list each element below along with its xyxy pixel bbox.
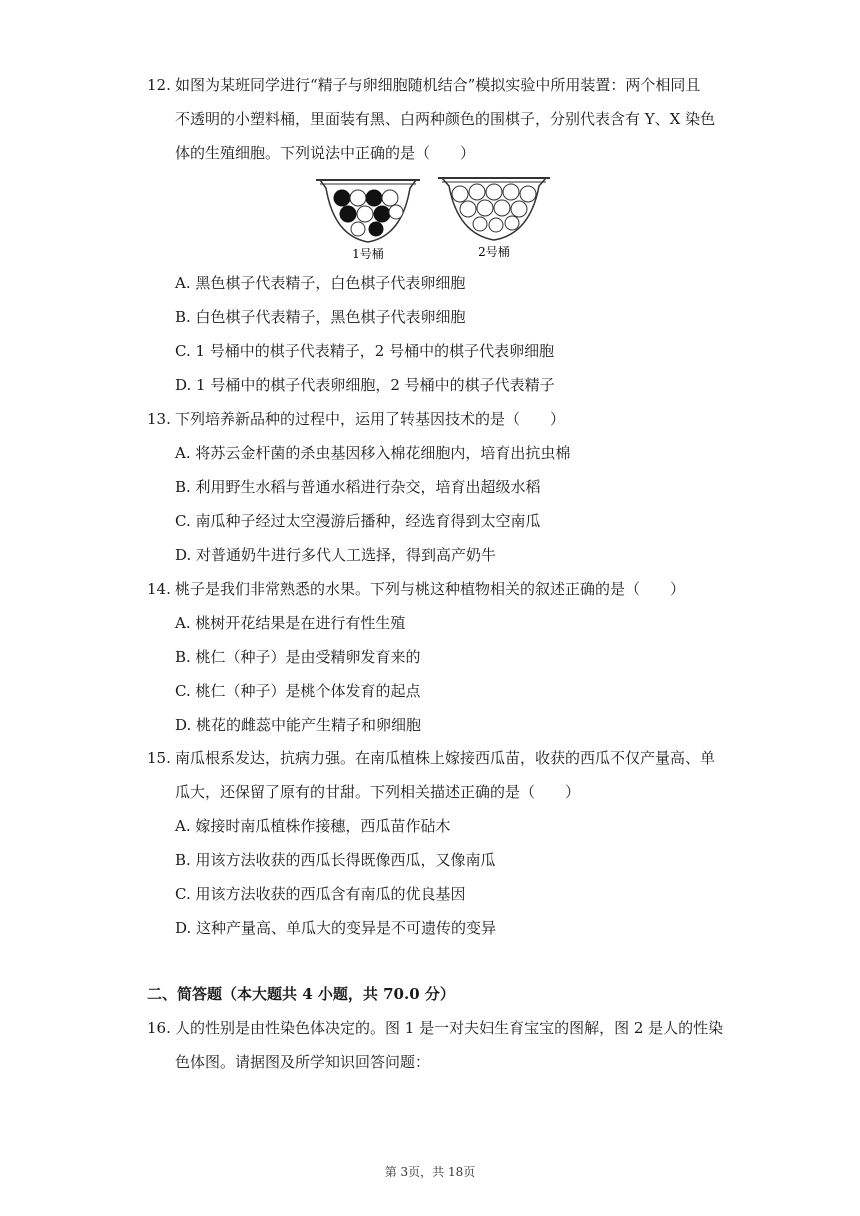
q13-stem: 下列培养新品种的过程中，运用了转基因技术的是（ ） bbox=[175, 410, 566, 428]
bucket-1 bbox=[316, 180, 420, 261]
section-heading: 二、简答题（本大题共 4 小题，共 70.0 分） bbox=[147, 985, 455, 1003]
q13-option-d: D. 对普通奶牛进行多代人工选择，得到高产奶牛 bbox=[175, 546, 497, 564]
q12-option-d: D. 1 号桶中的棋子代表卵细胞，2 号桶中的棋子代表精子 bbox=[175, 376, 555, 394]
q14-number: 14. bbox=[147, 580, 171, 598]
q16-stem-line-2: 色体图。请据图及所学知识回答问题： bbox=[175, 1053, 431, 1071]
q12-option-c: C. 1 号桶中的棋子代表精子，2 号桶中的棋子代表卵细胞 bbox=[175, 342, 555, 360]
bucket-1-label: 1号桶 bbox=[352, 247, 384, 261]
q16-stem-line-1: 人的性别是由性染色体决定的。图 1 是一对夫妇生育宝宝的图解，图 2 是人的性染 bbox=[175, 1019, 724, 1037]
q15-stem-line-2: 瓜大，还保留了原有的甘甜。下列相关描述正确的是（ ） bbox=[175, 783, 581, 801]
q12-option-b: B. 白色棋子代表精子，黑色棋子代表卵细胞 bbox=[175, 308, 466, 326]
q12-stem-line-1: 如图为某班同学进行“精子与卵细胞随机结合”模拟实验中所用装置：两个相同且 bbox=[175, 76, 701, 94]
q15-option-b: B. 用该方法收获的西瓜长得既像西瓜，又像南瓜 bbox=[175, 851, 496, 869]
q13-option-a: A. 将苏云金杆菌的杀虫基因移入棉花细胞内，培育出抗虫棉 bbox=[175, 444, 571, 462]
q14-option-a: A. 桃树开花结果是在进行有性生殖 bbox=[175, 614, 406, 632]
bucket-2-label: 2号桶 bbox=[478, 245, 510, 259]
q16-number: 16. bbox=[147, 1019, 171, 1037]
q12-stem-line-3: 体的生殖细胞。下列说法中正确的是（ ） bbox=[175, 144, 476, 162]
q15-option-c: C. 用该方法收获的西瓜含有南瓜的优良基因 bbox=[175, 885, 466, 903]
q12-option-a: A. 黑色棋子代表精子，白色棋子代表卵细胞 bbox=[175, 274, 466, 292]
q12-number: 12. bbox=[147, 76, 171, 94]
q12-stem-line-2: 不透明的小塑料桶，里面装有黑、白两种颜色的围棋子，分别代表含有 Y、X 染色 bbox=[175, 110, 716, 128]
q15-option-d: D. 这种产量高、单瓜大的变异是不可遗传的变异 bbox=[175, 919, 497, 937]
bucket-2 bbox=[438, 178, 550, 259]
q13-option-b: B. 利用野生水稻与普通水稻进行杂交，培育出超级水稻 bbox=[175, 478, 541, 496]
bucket-figure bbox=[310, 168, 550, 264]
q15-number: 15. bbox=[147, 749, 171, 767]
q14-stem: 桃子是我们非常熟悉的水果。下列与桃这种植物相关的叙述正确的是（ ） bbox=[175, 580, 686, 598]
q15-option-a: A. 嫁接时南瓜植株作接穗，西瓜苗作砧木 bbox=[175, 817, 451, 835]
q13-option-c: C. 南瓜种子经过太空漫游后播种，经选育得到太空南瓜 bbox=[175, 512, 541, 530]
page-footer: 第 3页，共 18页 bbox=[384, 1165, 476, 1179]
q14-option-d: D. 桃花的雌蕊中能产生精子和卵细胞 bbox=[175, 716, 422, 734]
q13-number: 13. bbox=[147, 410, 171, 428]
q15-stem-line-1: 南瓜根系发达，抗病力强。在南瓜植株上嫁接西瓜苗，收获的西瓜不仅产量高、单 bbox=[175, 749, 716, 767]
q14-option-c: C. 桃仁（种子）是桃个体发育的起点 bbox=[175, 682, 421, 700]
q14-option-b: B. 桃仁（种子）是由受精卵发育来的 bbox=[175, 648, 421, 666]
